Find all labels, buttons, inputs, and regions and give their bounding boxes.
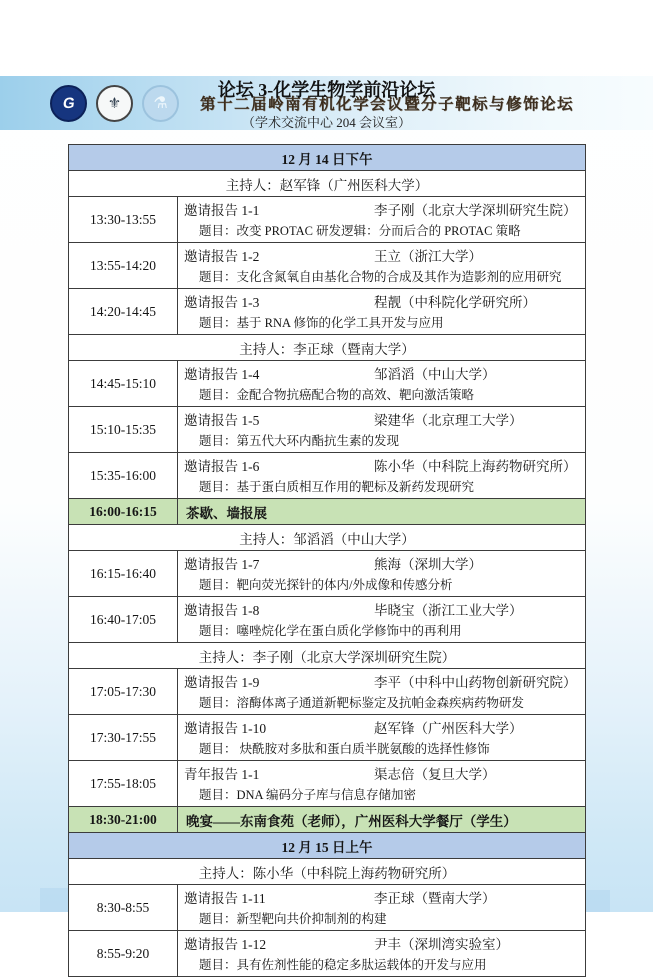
time-cell: 16:00-16:15 bbox=[69, 499, 178, 525]
time-cell: 13:30-13:55 bbox=[69, 197, 178, 243]
talk-header-line bbox=[184, 455, 579, 475]
talk-title: 题目：噻唑烷化学在蛋白质化学修饰中的再利用 bbox=[199, 624, 462, 638]
talk-speaker: 李正球（暨南大学） bbox=[374, 891, 496, 906]
session-chair: 主持人：陈小华（中科院上海药物研究所） bbox=[69, 859, 586, 885]
section-header: 12 月 15 日上午 bbox=[69, 833, 586, 859]
talk-cell bbox=[178, 361, 586, 407]
schedule-row-host bbox=[69, 643, 586, 669]
time-cell: 14:45-15:10 bbox=[69, 361, 178, 407]
talk-speaker: 梁建华（北京理工大学） bbox=[374, 413, 523, 428]
schedule-row-break bbox=[69, 499, 586, 525]
talk-title: 题目：金配合物抗癌配合物的高效、靶向激活策略 bbox=[199, 388, 475, 402]
conference-program-page bbox=[0, 76, 653, 972]
talk-cell bbox=[178, 453, 586, 499]
schedule-row-talk bbox=[69, 551, 586, 597]
talk-title: 题目：基于蛋白质相互作用的靶标及新药发现研究 bbox=[199, 480, 475, 494]
talk-header-line bbox=[184, 933, 579, 953]
talk-label: 邀请报告 1-4 bbox=[184, 367, 260, 382]
talk-header-line bbox=[184, 245, 579, 265]
talk-speaker: 李平（中科中山药物创新研究院） bbox=[374, 675, 577, 690]
session-chair: 主持人：赵军锋（广州医科大学） bbox=[69, 171, 586, 197]
schedule-row-host bbox=[69, 335, 586, 361]
talk-cell bbox=[178, 669, 586, 715]
talk-speaker: 尹丰（深圳湾实验室） bbox=[374, 937, 509, 952]
time-cell: 15:35-16:00 bbox=[69, 453, 178, 499]
talk-label: 青年报告 1-1 bbox=[184, 767, 260, 782]
talk-label: 邀请报告 1-2 bbox=[184, 249, 260, 264]
schedule-row-host bbox=[69, 525, 586, 551]
talk-title: 题目：改变 PROTAC 研发逻辑：分而后合的 PROTAC 策略 bbox=[199, 224, 521, 238]
talk-label: 邀请报告 1-10 bbox=[184, 721, 267, 736]
time-cell: 16:15-16:40 bbox=[69, 551, 178, 597]
schedule-table bbox=[68, 144, 586, 977]
break-label: 晚宴——东南食苑（老师），广州医科大学餐厅（学生） bbox=[178, 807, 586, 833]
talk-speaker: 王立（浙江大学） bbox=[374, 249, 482, 264]
chemistry-flask-icon: ⚗ bbox=[142, 85, 179, 122]
forum-title: 论坛 3-化学生物学前沿论坛 bbox=[217, 80, 436, 100]
talk-label: 邀请报告 1-12 bbox=[184, 937, 267, 952]
talk-title: 题目：具有佐剂性能的稳定多肽运载体的开发与应用 bbox=[199, 958, 487, 972]
schedule-row-talk bbox=[69, 453, 586, 499]
time-cell: 14:20-14:45 bbox=[69, 289, 178, 335]
talk-cell bbox=[178, 197, 586, 243]
time-cell: 8:30-8:55 bbox=[69, 885, 178, 931]
talk-speaker: 熊海（深圳大学） bbox=[374, 557, 482, 572]
time-cell: 13:55-14:20 bbox=[69, 243, 178, 289]
talk-cell bbox=[178, 597, 586, 643]
schedule-row-section bbox=[69, 833, 586, 859]
schedule-row-section bbox=[69, 145, 586, 171]
talk-cell bbox=[178, 551, 586, 597]
schedule-row-talk bbox=[69, 715, 586, 761]
talk-title: 题目：支化含氮氧自由基化合物的合成及其作为造影剂的应用研究 bbox=[199, 270, 562, 284]
time-cell: 8:55-9:20 bbox=[69, 931, 178, 977]
talk-speaker: 赵军锋（广州医科大学） bbox=[374, 721, 523, 736]
talk-header-line bbox=[184, 887, 579, 907]
talk-header-line bbox=[184, 363, 579, 383]
conference-title: 第十二届岭南有机化学会议暨分子靶标与修饰论坛 bbox=[200, 96, 575, 113]
talk-title: 题目：靶向荧光探针的体内/外成像和传感分析 bbox=[199, 578, 453, 592]
talk-cell bbox=[178, 407, 586, 453]
session-chair: 主持人：李子刚（北京大学深圳研究生院） bbox=[69, 643, 586, 669]
schedule-row-talk bbox=[69, 289, 586, 335]
schedule-row-talk bbox=[69, 407, 586, 453]
talk-speaker: 程靓（中科院化学研究所） bbox=[374, 295, 536, 310]
talk-speaker: 陈小华（中科院上海药物研究所） bbox=[374, 459, 577, 474]
time-cell: 16:40-17:05 bbox=[69, 597, 178, 643]
talk-label: 邀请报告 1-8 bbox=[184, 603, 260, 618]
talk-title: 题目：新型靶向共价抑制剂的构建 bbox=[199, 912, 387, 926]
schedule-row-talk bbox=[69, 597, 586, 643]
session-chair: 主持人：邹滔滔（中山大学） bbox=[69, 525, 586, 551]
talk-title: 题目：第五代大环内酯抗生素的发现 bbox=[199, 434, 400, 448]
schedule-row-talk bbox=[69, 885, 586, 931]
talk-header-line bbox=[184, 599, 579, 619]
talk-cell bbox=[178, 289, 586, 335]
talk-header-line bbox=[184, 717, 579, 737]
talk-cell bbox=[178, 931, 586, 977]
talk-header-line bbox=[184, 671, 579, 691]
schedule-row-talk bbox=[69, 669, 586, 715]
talk-header-line bbox=[184, 199, 579, 219]
talk-label: 邀请报告 1-1 bbox=[184, 203, 260, 218]
talk-cell bbox=[178, 243, 586, 289]
talk-header-line bbox=[184, 763, 579, 783]
schedule-row-talk bbox=[69, 197, 586, 243]
talk-header-line bbox=[184, 291, 579, 311]
time-cell: 17:05-17:30 bbox=[69, 669, 178, 715]
talk-speaker: 邹滔滔（中山大学） bbox=[374, 367, 496, 382]
schedule-row-talk bbox=[69, 761, 586, 807]
break-label: 茶歇、墙报展 bbox=[178, 499, 586, 525]
society-emblem-icon: ⚜ bbox=[96, 85, 133, 122]
talk-cell bbox=[178, 885, 586, 931]
talk-title: 题目：基于 RNA 修饰的化学工具开发与应用 bbox=[199, 316, 444, 330]
talk-speaker: 渠志倍（复旦大学） bbox=[374, 767, 496, 782]
university-logo-icon: G bbox=[50, 85, 87, 122]
talk-speaker: 毕晓宝（浙江工业大学） bbox=[374, 603, 523, 618]
talk-header-line bbox=[184, 409, 579, 429]
schedule-row-talk bbox=[69, 243, 586, 289]
talk-title: 题目： 炔酰胺对多肽和蛋白质半胱氨酸的选择性修饰 bbox=[199, 742, 490, 756]
schedule-row-break bbox=[69, 807, 586, 833]
schedule-row-talk bbox=[69, 931, 586, 977]
talk-header-line bbox=[184, 553, 579, 573]
schedule-table-body bbox=[69, 145, 586, 977]
talk-speaker: 李子刚（北京大学深圳研究生院） bbox=[374, 203, 577, 218]
schedule-row-host bbox=[69, 171, 586, 197]
time-cell: 17:55-18:05 bbox=[69, 761, 178, 807]
schedule-row-host bbox=[69, 859, 586, 885]
talk-label: 邀请报告 1-7 bbox=[184, 557, 260, 572]
talk-label: 邀请报告 1-6 bbox=[184, 459, 260, 474]
session-chair: 主持人：李正球（暨南大学） bbox=[69, 335, 586, 361]
schedule-row-talk bbox=[69, 361, 586, 407]
talk-label: 邀请报告 1-11 bbox=[184, 891, 266, 906]
talk-label: 邀请报告 1-9 bbox=[184, 675, 260, 690]
time-cell: 18:30-21:00 bbox=[69, 807, 178, 833]
talk-label: 邀请报告 1-5 bbox=[184, 413, 260, 428]
talk-title: 题目：DNA 编码分子库与信息存储加密 bbox=[199, 788, 417, 802]
room-subtitle: （学术交流中心 204 会议室） bbox=[241, 115, 411, 130]
talk-cell bbox=[178, 761, 586, 807]
time-cell: 17:30-17:55 bbox=[69, 715, 178, 761]
talk-cell bbox=[178, 715, 586, 761]
time-cell: 15:10-15:35 bbox=[69, 407, 178, 453]
section-header: 12 月 14 日下午 bbox=[69, 145, 586, 171]
talk-title: 题目：溶酶体离子通道新靶标鉴定及抗帕金森疾病药物研发 bbox=[199, 696, 525, 710]
talk-label: 邀请报告 1-3 bbox=[184, 295, 260, 310]
